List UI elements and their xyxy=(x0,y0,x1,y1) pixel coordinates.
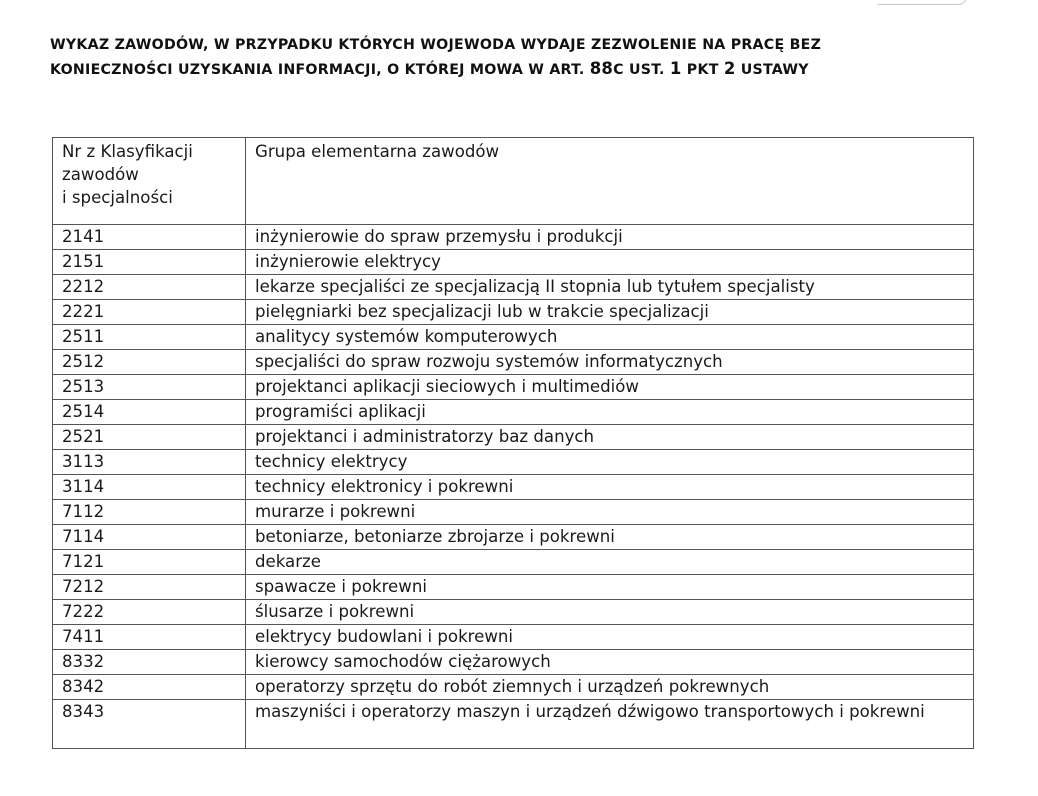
column-header-code-line-2: zawodów xyxy=(62,165,139,184)
occupation-group: projektanci i administratorzy baz danych xyxy=(246,425,974,450)
table-row xyxy=(53,675,974,700)
heading-line-1: WYKAZ ZAWODÓW, W PRZYPADKU KTÓRYCH WOJEWODA WYDAJE ZEZWOLENIE NA PRACĘ BEZ xyxy=(50,37,822,53)
occupation-code: 7222 xyxy=(53,600,246,625)
point-number: 2 xyxy=(723,59,736,78)
occupation-code: 2521 xyxy=(53,425,246,450)
occupation-code: 7411 xyxy=(53,625,246,650)
occupation-code: 2512 xyxy=(53,350,246,375)
occupation-group: programiści aplikacji xyxy=(246,400,974,425)
table-row xyxy=(53,400,974,425)
table-row xyxy=(53,600,974,625)
table-row xyxy=(53,625,974,650)
occupation-group: ślusarze i pokrewni xyxy=(246,600,974,625)
table-row xyxy=(53,450,974,475)
occupation-code: 8342 xyxy=(53,675,246,700)
occupations-table xyxy=(52,137,974,749)
occupation-code: 3114 xyxy=(53,475,246,500)
occupation-code: 7114 xyxy=(53,525,246,550)
occupation-code: 2141 xyxy=(53,225,246,250)
occupation-group: specjaliści do spraw rozwoju systemów informatycznych xyxy=(246,350,974,375)
paragraph-number: 1 xyxy=(669,59,682,78)
occupation-code: 2514 xyxy=(53,400,246,425)
occupation-group: technicy elektrycy xyxy=(246,450,974,475)
document-heading xyxy=(50,33,1010,82)
occupation-group: maszyniści i operatorzy maszyn i urządzeń dźwigowo transportowych i pokrewni xyxy=(246,700,974,749)
article-number: 88 xyxy=(589,59,614,78)
occupation-group: murarze i pokrewni xyxy=(246,500,974,525)
occupation-code: 2151 xyxy=(53,250,246,275)
occupation-group: betoniarze, betoniarze zbrojarze i pokrewni xyxy=(246,525,974,550)
table-row xyxy=(53,425,974,450)
occupation-code: 2221 xyxy=(53,300,246,325)
table-row xyxy=(53,325,974,350)
column-header-code-line-3: i specjalności xyxy=(62,188,173,207)
table-row xyxy=(53,225,974,250)
occupation-group: operatorzy sprzętu do robót ziemnych i urządzeń pokrewnych xyxy=(246,675,974,700)
table-row xyxy=(53,700,974,749)
table-row xyxy=(53,300,974,325)
table-row xyxy=(53,500,974,525)
table-row xyxy=(53,375,974,400)
table-row xyxy=(53,475,974,500)
table-row xyxy=(53,550,974,575)
occupation-group: dekarze xyxy=(246,550,974,575)
point-label: PKT xyxy=(681,62,724,78)
occupation-group: kierowcy samochodów ciężarowych xyxy=(246,650,974,675)
occupation-group: inżynierowie elektrycy xyxy=(246,250,974,275)
occupation-code: 8332 xyxy=(53,650,246,675)
table-row xyxy=(53,250,974,275)
occupation-group: pielęgniarki bez specjalizacji lub w trakcie specjalizacji xyxy=(246,300,974,325)
heading-line-2 xyxy=(50,57,1010,82)
column-header-code-line-1: Nr z Klasyfikacji xyxy=(62,142,193,161)
occupation-code: 3113 xyxy=(53,450,246,475)
occupation-code: 2513 xyxy=(53,375,246,400)
occupation-code: 2212 xyxy=(53,275,246,300)
occupation-group: technicy elektronicy i pokrewni xyxy=(246,475,974,500)
page-corner-mark xyxy=(877,0,968,5)
occupation-group: elektrycy budowlani i pokrewni xyxy=(246,625,974,650)
occupation-group: lekarze specjaliści ze specjalizacją II stopnia lub tytułem specjalisty xyxy=(246,275,974,300)
occupation-code: 8343 xyxy=(53,700,246,749)
column-header-code xyxy=(53,138,246,225)
article-suffix: C UST. xyxy=(613,62,670,78)
act-label: USTAWY xyxy=(735,62,809,78)
heading-line-2-text: KONIECZNOŚCI UZYSKANIA INFORMACJI, O KTÓREJ MOWA W ART. xyxy=(50,62,590,78)
occupation-group: projektanci aplikacji sieciowych i multimediów xyxy=(246,375,974,400)
table-row xyxy=(53,525,974,550)
occupation-code: 7112 xyxy=(53,500,246,525)
occupation-code: 7212 xyxy=(53,575,246,600)
occupation-group: spawacze i pokrewni xyxy=(246,575,974,600)
occupation-code: 7121 xyxy=(53,550,246,575)
occupation-code: 2511 xyxy=(53,325,246,350)
table-row xyxy=(53,350,974,375)
table-row xyxy=(53,575,974,600)
occupation-group: inżynierowie do spraw przemysłu i produkcji xyxy=(246,225,974,250)
table-row xyxy=(53,650,974,675)
table-row xyxy=(53,275,974,300)
table-header-row xyxy=(53,138,974,225)
column-header-group: Grupa elementarna zawodów xyxy=(246,138,974,225)
occupation-group: analitycy systemów komputerowych xyxy=(246,325,974,350)
